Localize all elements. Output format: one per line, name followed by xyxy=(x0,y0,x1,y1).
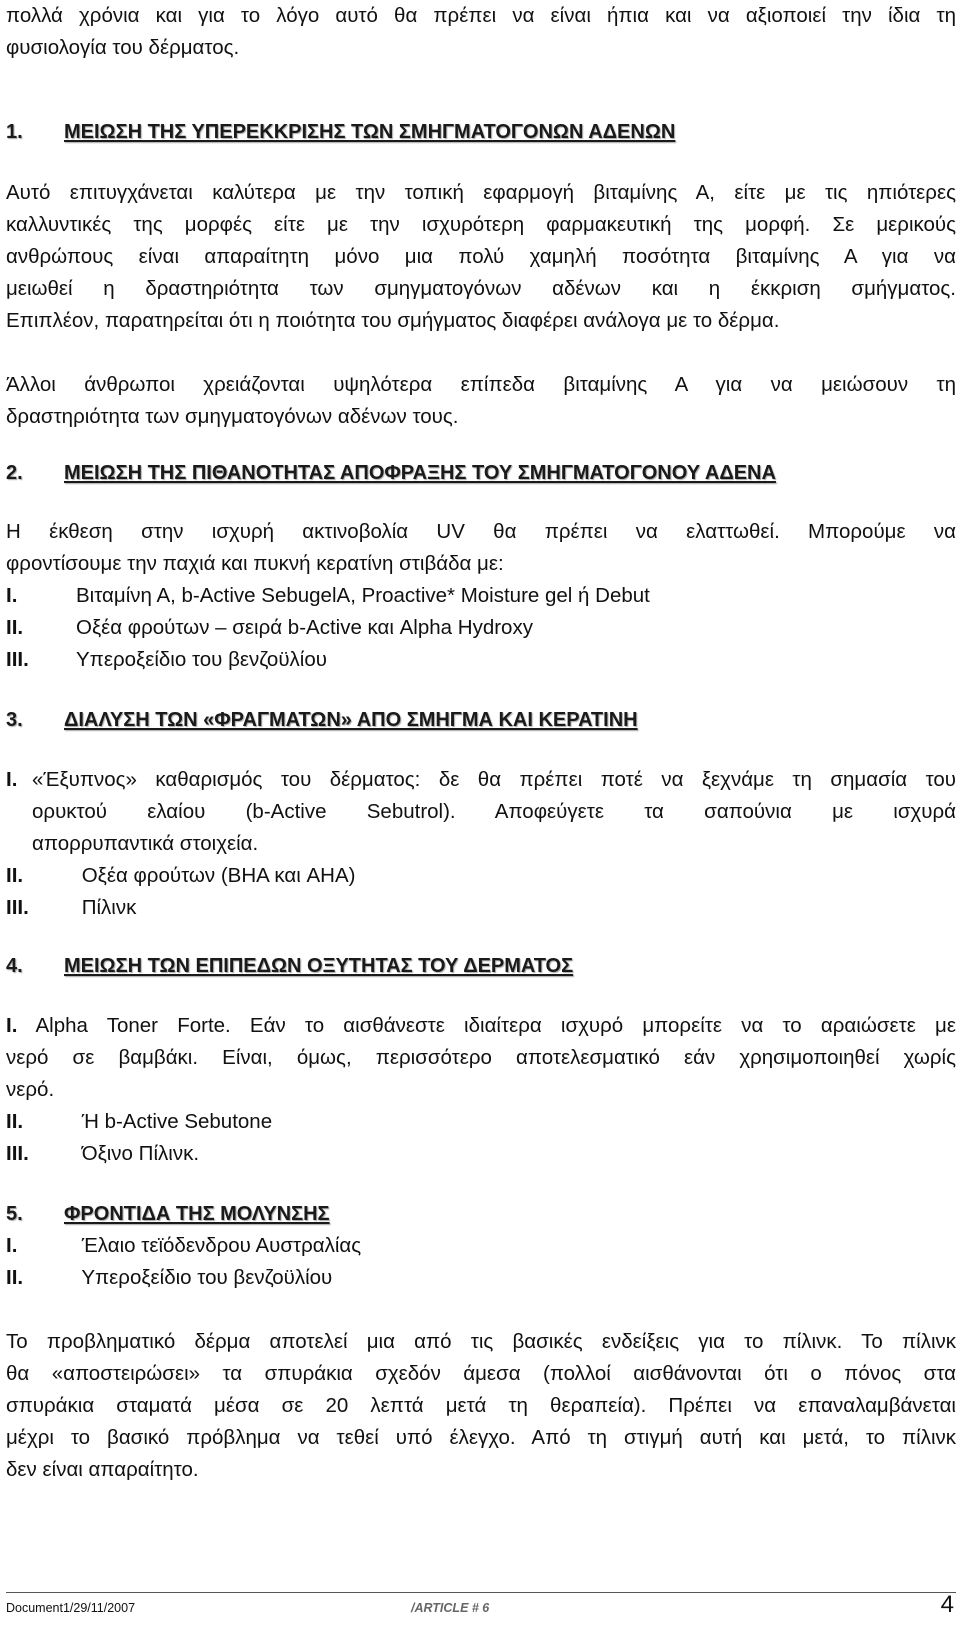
list-item xyxy=(6,860,355,892)
section-title: ΜΕΙΩΣΗ ΤΗΣ ΥΠΕΡΕΚΚΡΙΣΗΣ ΤΩΝ ΣΜΗΓΜΑΤΟΓΟΝΩΝ ΑΔΕΝΩΝ xyxy=(64,121,676,143)
paragraph-line: Αυτό επιτυγχάνεται καλύτερα με την τοπική εφαρμογή βιταμίνης Α, είτε με τις ηπιότερες xyxy=(6,181,956,204)
section-number: 1. xyxy=(6,121,23,143)
list-text: Πίλινκ xyxy=(81,896,137,919)
list-item xyxy=(6,644,327,676)
paragraph-line: καλλυντικές της μορφές είτε με την ισχυρότερη φαρμακευτική της μορφή. Σε μερικούς xyxy=(6,213,956,236)
list-text-line: νερό. xyxy=(6,1078,55,1101)
list-item xyxy=(6,1138,199,1170)
page-number: 4 xyxy=(940,1591,954,1618)
list-text-line: νερό σε βαμβάκι. Είναι, όμως, περισσότερο αποτελεσματικό εάν χρησιμοποιηθεί χωρίς xyxy=(6,1046,956,1069)
paragraph-line: ανθρώπους είναι απαραίτητη μόνο μια πολύ χαμηλή ποσότητα βιταμίνης Α για να xyxy=(6,245,956,268)
list-text-line: ορυκτού ελαίου (b-Active Sebutrol). Αποφεύγετε τα σαπούνια με ισχυρά xyxy=(32,800,956,823)
list-numeral: I. xyxy=(6,1234,18,1257)
paragraph-line: μέχρι το βασικό πρόβλημα να τεθεί υπό έλεγχο. Από τη στιγμή αυτή και μετά, το πίλινκ xyxy=(6,1426,956,1449)
paragraph-line: δεν είναι απαραίτητο. xyxy=(6,1458,199,1481)
page-footer xyxy=(6,1592,956,1625)
paragraph-line: θα «αποστειρώσει» τα σπυράκια σχεδόν άμεσα (πολλοί αισθάνονται ότι ο πόνος στα xyxy=(6,1362,956,1385)
paragraph-line: Το προβληματικό δέρμα αποτελεί μια από τις βασικές ενδείξεις για το πίλινκ. Το πίλινκ xyxy=(6,1330,956,1353)
list-item xyxy=(6,892,136,924)
list-item xyxy=(6,580,650,612)
list-item xyxy=(6,1230,361,1262)
section-number: 4. xyxy=(6,955,23,977)
paragraph-line: Η έκθεση στην ισχυρή ακτινοβολία UV θα πρέπει να ελαττωθεί. Μπορούμε να xyxy=(6,520,956,543)
list-numeral: I. xyxy=(6,1014,18,1037)
paragraph-line: μειωθεί η δραστηριότητα των σμηγματογόνων αδένων και η έκκριση σμήγματος. xyxy=(6,277,956,300)
list-numeral: I. xyxy=(6,584,18,607)
paragraph-line: φροντίσουμε την παχιά και πυκνή κερατίνη στιβάδα με: xyxy=(6,552,504,575)
section-5-heading xyxy=(6,1198,330,1230)
section-3-heading xyxy=(6,704,638,736)
footer-document-id: Document1/29/11/2007 xyxy=(6,1601,136,1615)
paragraph-line: Άλλοι άνθρωποι χρειάζονται υψηλότερα επίπεδα βιταμίνης Α για να μειώσουν τη xyxy=(6,373,956,396)
section-number: 2. xyxy=(6,462,23,484)
paragraph-line: δραστηριότητα των σμηγματογόνων αδένων τους. xyxy=(6,405,459,428)
section-4-heading xyxy=(6,950,573,982)
list-text-line: I. Alpha Toner Forte. Εάν το αισθάνεστε ιδιαίτερα ισχυρό μπορείτε να το αραιώσετε με xyxy=(6,1014,956,1037)
list-numeral: III. xyxy=(6,896,29,919)
paragraph-line: Επιπλέον, παρατηρείται ότι η ποιότητα του σμήγματος διαφέρει ανάλογα με το δέρμα. xyxy=(6,309,780,332)
intro-line: φυσιολογία του δέρματος. xyxy=(6,36,240,59)
intro-line: πολλά χρόνια και για το λόγο αυτό θα πρέπει να είναι ήπια και να αξιοποιεί την ίδια τη xyxy=(6,4,956,27)
list-item xyxy=(6,1262,332,1294)
list-text: Υπεροξείδιο του βενζοϋλίου xyxy=(76,648,327,671)
list-numeral: I. xyxy=(6,768,18,791)
section-2-heading xyxy=(6,457,776,489)
list-text: Οξέα φρούτων (BHA και AHA) xyxy=(81,864,356,887)
list-text: Υπεροξείδιο του βενζοϋλίου xyxy=(81,1266,333,1289)
list-item xyxy=(6,612,533,644)
list-text: Όξινο Πίλινκ. xyxy=(81,1142,200,1165)
section-title: ΜΕΙΩΣΗ ΤΗΣ ΠΙΘΑΝΟΤΗΤΑΣ ΑΠΟΦΡΑΞΗΣ ΤΟΥ ΣΜΗΓΜΑΤΟΓΟΝΟΥ ΑΔΕΝΑ xyxy=(64,462,776,484)
section-title: ΜΕΙΩΣΗ ΤΩΝ ΕΠΙΠΕΔΩΝ ΟΞΥΤΗΤΑΣ ΤΟΥ ΔΕΡΜΑΤΟΣ xyxy=(64,955,574,977)
list-item xyxy=(6,1106,272,1138)
section-1-heading xyxy=(6,116,675,148)
footer-article-label: /ARTICLE # 6 xyxy=(411,1601,490,1615)
list-numeral: III. xyxy=(6,648,29,671)
list-numeral: II. xyxy=(6,616,24,639)
list-text: Οξέα φρούτων – σειρά b-Active και Alpha Hydroxy xyxy=(76,616,533,639)
list-numeral: II. xyxy=(6,1266,24,1289)
section-number: 3. xyxy=(6,709,23,731)
list-numeral: II. xyxy=(6,1110,24,1133)
list-numeral: III. xyxy=(6,1142,29,1165)
list-numeral: II. xyxy=(6,864,24,887)
list-text: Βιταμίνη Α, b-Active SebugelA, Proactive* Moisture gel ή Debut xyxy=(76,584,650,607)
list-text-line: «Έξυπνος» καθαρισμός του δέρματος: δε θα πρέπει ποτέ να ξεχνάμε τη σημασία του xyxy=(32,768,956,791)
section-title: ΔΙΑΛΥΣΗ ΤΩΝ «ΦΡΑΓΜΑΤΩΝ» ΑΠΟ ΣΜΗΓΜΑ ΚΑΙ ΚΕΡΑΤΙΝΗ xyxy=(64,709,638,731)
paragraph-line: σπυράκια σταματά μέσα σε 20 λεπτά μετά τη θεραπεία). Πρέπει να επαναλαμβάνεται xyxy=(6,1394,956,1417)
list-text: Ή b-Active Sebutone xyxy=(81,1110,273,1133)
list-text: Έλαιο τεϊόδενδρου Αυστραλίας xyxy=(81,1234,362,1257)
list-text-line: απορρυπαντικά στοιχεία. xyxy=(32,832,259,855)
section-title: ΦΡΟΝΤΙΔΑ ΤΗΣ ΜΟΛΥΝΣΗΣ xyxy=(64,1203,330,1225)
section-number: 5. xyxy=(6,1203,23,1225)
